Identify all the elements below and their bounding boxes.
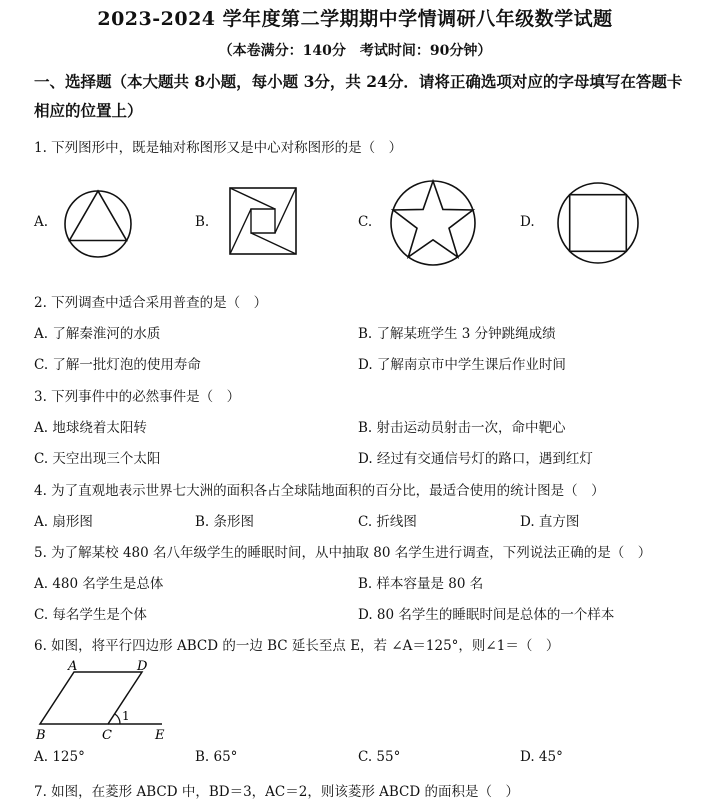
label-c: C: [102, 728, 112, 742]
q2-option-a: A. 了解秦淮河的水质: [34, 326, 161, 342]
question-3-stem: 3. 下列事件中的必然事件是（ ）: [34, 389, 241, 405]
label-d: D: [137, 659, 148, 674]
question-2-stem: 2. 下列调查中适合采用普查的是（ ）: [34, 295, 268, 311]
q5-option-c: C. 每名学生是个体: [34, 607, 147, 623]
question-4-stem: 4. 为了直观地表示世界七大洲的面积各占全球陆地面积的百分比，最适合使用的统计图是（ ）: [34, 483, 605, 499]
label-e: E: [155, 728, 165, 742]
label-b: B: [36, 728, 46, 742]
q1-option-d-label: D.: [520, 214, 535, 230]
q6-option-d: D. 45°: [520, 749, 563, 765]
q1-option-c-label: C.: [358, 214, 373, 230]
page-title: 2023-2024 学年度第二学期期中学情调研八年级数学试题: [97, 8, 613, 30]
q4-option-d: D. 直方图: [520, 514, 580, 530]
q2-option-c: C. 了解一批灯泡的使用寿命: [34, 357, 201, 373]
circle-star-figure: [388, 178, 478, 268]
question-6-stem: 6. 如图，将平行四边形 ABCD 的一边 BC 延长至点 E，若 ∠A＝125°，则∠1＝（ ）: [34, 638, 560, 654]
q4-option-c: C. 折线图: [358, 514, 417, 530]
q2-option-d: D. 了解南京市中学生课后作业时间: [358, 357, 566, 373]
q3-option-b: B. 射击运动员射击一次，命中靶心: [358, 420, 566, 436]
circle-square-figure: [555, 180, 641, 266]
pinwheel-square-figure: [228, 186, 300, 258]
question-5-stem: 5. 为了解某校 480 名八年级学生的睡眠时间，从中抽取 80 名学生进行调查，下列说法正确的是（ ）: [34, 545, 652, 561]
q5-option-d: D. 80 名学生的睡眠时间是总体的一个样本: [358, 607, 615, 623]
q2-option-b: B. 了解某班学生 3 分钟跳绳成绩: [358, 326, 556, 342]
question-7-stem: 7. 如图，在菱形 ABCD 中，BD＝3，AC＝2，则该菱形 ABCD 的面积是（ ）: [34, 784, 519, 800]
parallelogram-figure: [34, 658, 174, 742]
section-heading: 一、选择题（本大题共 8小题，每小题 3分，共 24分．请将正确选项对应的字母填写在答题卡相应的位置上）: [34, 72, 683, 120]
q1-option-a-label: A.: [34, 214, 49, 230]
q1-option-b-label: B.: [195, 214, 210, 230]
circle-triangle-figure: [62, 188, 134, 260]
q6-option-b: B. 65°: [195, 749, 238, 765]
q5-option-a: A. 480 名学生是总体: [34, 576, 164, 592]
q3-option-c: C. 天空出现三个太阳: [34, 451, 161, 467]
q5-option-b: B. 样本容量是 80 名: [358, 576, 484, 592]
label-angle-1: 1: [122, 709, 130, 723]
q3-option-a: A. 地球绕着太阳转: [34, 420, 147, 436]
question-1-stem: 1. 下列图形中，既是轴对称图形又是中心对称图形的是（ ）: [34, 140, 403, 156]
q6-option-c: C. 55°: [358, 749, 401, 765]
label-a: A: [68, 659, 78, 674]
q3-option-d: D. 经过有交通信号灯的路口，遇到红灯: [358, 451, 593, 467]
q4-option-b: B. 条形图: [195, 514, 255, 530]
exam-info: （本卷满分：140分 考试时间：90分钟）: [218, 43, 492, 59]
q6-option-a: A. 125°: [34, 749, 85, 765]
q4-option-a: A. 扇形图: [34, 514, 93, 530]
